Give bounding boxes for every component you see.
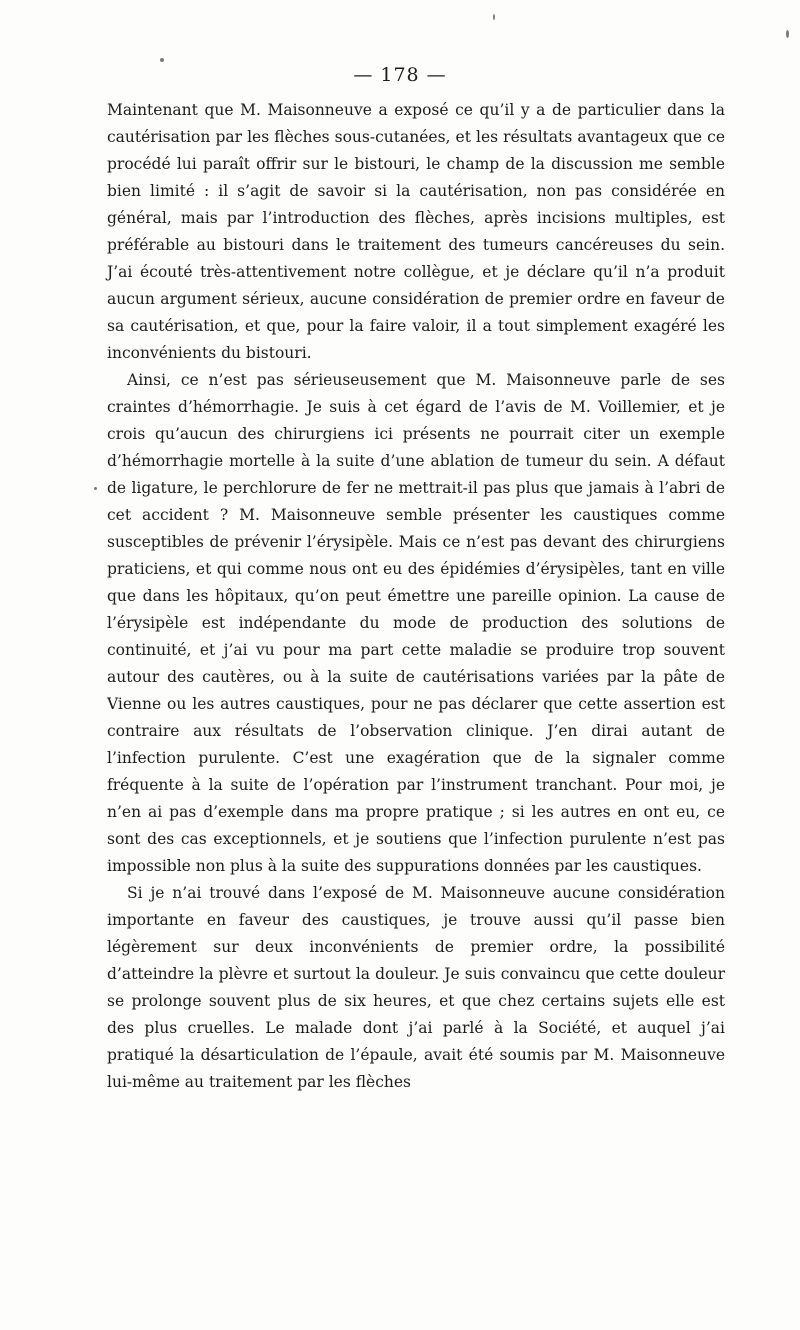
ink-speck — [786, 30, 789, 38]
ink-speck — [493, 14, 495, 20]
ink-speck — [94, 487, 97, 490]
page-number: — 178 — — [353, 64, 447, 86]
paragraph-1: Maintenant que M. Maisonneuve a exposé ce qu’il y a de particulier dans la cautérisation par les flèches sous-cutanées, et les résultats avantageux que ce procédé lui paraît offrir sur le bistouri, le champ de la discussion me semble bien limité : il s’agit de savoir si la cautérisation, non pas considérée en général, mais par l’introduction des flèches, après incisions multiples, est préférable au bistouri dans le traitement des tumeurs cancéreuses du sein. J’ai écouté très-attentivement notre collègue, et je déclare qu’il n’a produit aucun argument sérieux, aucune considération de premier ordre en faveur de sa cautérisation, et que, pour la faire valoir, il a tout simplement exagéré les inconvénients du bistouri. — [107, 101, 725, 362]
paragraph-3: Si je n’ai trouvé dans l’exposé de M. Maisonneuve aucune considération importante en faveur des caustiques, je trouve aussi qu’il passe bien légèrement sur deux inconvénients de premier ordre, la possibilité d’atteindre la plèvre et surtout la douleur. Je suis convaincu que cette douleur se prolonge souvent plus de six heures, et que chez certains sujets elle est des plus cruelles. Le malade dont j’ai parlé à la Société, et auquel j’ai pratiqué la désarticulation de l’épaule, avait été soumis par M. Maisonneuve lui-même au traitement par les flèches — [107, 884, 725, 1091]
paragraph-2: Ainsi, ce n’est pas sérieuseusement que M. Maisonneuve parle de ses craintes d’hémorrhagie. Je suis à cet égard de l’avis de M. Voillemier, et je crois qu’aucun des chirurgiens ici présents ne pourrait citer un exemple d’hémorrhagie mortelle à la suite d’une ablation de tumeur du sein. A défaut de ligature, le perchlorure de fer ne mettrait-il pas plus que jamais à l’abri de cet accident ? M. Maisonneuve semble présenter les caustiques comme susceptibles de prévenir l’érysipèle. Mais ce n’est pas devant des chirurgiens praticiens, et qui comme nous ont eu des épidémies d’érysipèles, tant en ville que dans les hôpitaux, qu’on peut émettre une pareille opinion. La cause de l’érysipèle est indépendante du mode de production des solutions de continuité, et j’ai vu pour ma part cette maladie se produire trop souvent autour des cautères, ou à la suite de cautérisations variées par la pâte de Vienne ou les autres caustiques, pour ne pas déclarer que cette assertion est contraire aux résultats de l’observation clinique. J’en dirai autant de l’infection purulente. C’est une exagération que de la signaler comme fréquente à la suite de l’opération par l’instrument tranchant. Pour moi, je n’en ai pas d’exemple dans ma propre pratique ; si les autres en ont eu, ce sont des cas exceptionnels, et je soutiens que l’infection purulente n’est pas impossible non plus à la suite des suppurations données par les caustiques. — [107, 371, 725, 875]
body-text — [107, 97, 725, 1096]
ink-speck — [160, 58, 164, 62]
